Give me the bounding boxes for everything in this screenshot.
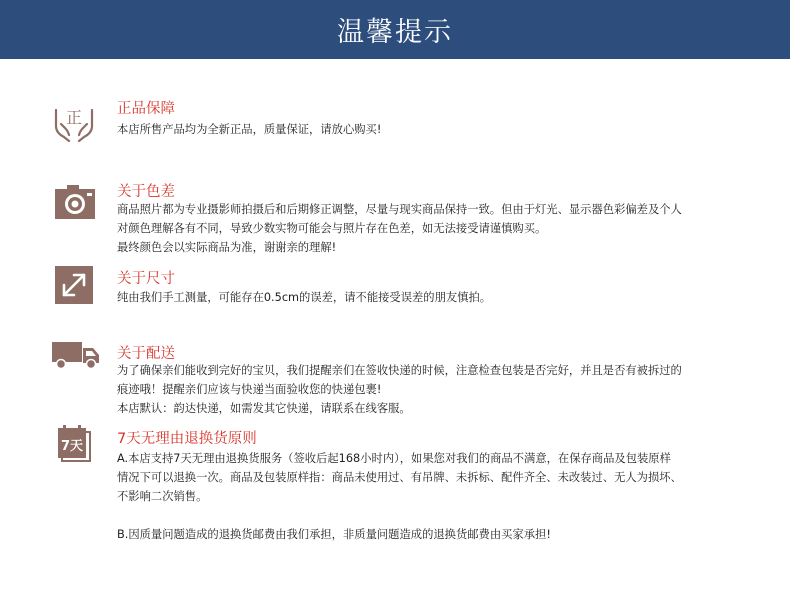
body-line: B.因质量问题造成的退换货邮费由我们承担，非质量问题造成的退换货邮费由买家承担! xyxy=(117,528,551,541)
body-line: 情况下可以退换一次。商品及包装原样指：商品未使用过、有吊牌、未拆标、配件齐全、未改装过、无人为损坏、 xyxy=(117,471,682,484)
body-line: 不影响二次销售。 xyxy=(117,490,208,503)
body-line: 本店所售产品均为全新正品，质量保证，请放心购买! xyxy=(117,123,382,136)
body-line: 痕迹哦！提醒亲们应该与快递当面验收您的快递包裹! xyxy=(117,383,382,396)
paragraph-gap xyxy=(117,506,747,525)
banner-title: 温馨提示 xyxy=(337,17,453,48)
section-body xyxy=(117,120,747,139)
body-line: A.本店支持7天无理由退换货服务（签收后起168小时内），如果您对我们的商品不满意，在保存商品及包装原样 xyxy=(117,452,671,465)
section-title: 关于尺寸 xyxy=(117,271,175,287)
svg-text:正: 正 xyxy=(65,108,83,127)
camera-icon xyxy=(54,184,96,220)
delivery-truck-icon xyxy=(52,340,100,370)
section-title: 关于配送 xyxy=(117,346,175,362)
section-title: 正品保障 xyxy=(117,101,175,117)
section-title: 7天无理由退换货原则 xyxy=(117,431,257,447)
body-line: 对颜色理解各有不同，导致少数实物可能会与照片存在色差，如无法接受请谨慎购买。 xyxy=(117,222,547,235)
header-banner xyxy=(0,0,790,59)
body-line: 最终颜色会以实际商品为准，谢谢亲的理解! xyxy=(117,241,337,254)
svg-text:7天: 7天 xyxy=(60,439,84,454)
section-body xyxy=(117,200,747,257)
section-body xyxy=(117,361,747,418)
body-line: 商品照片都为专业摄影师拍摄后和后期修正调整，尽量与现实商品保持一致。但由于灯光、显示器色彩偏差及个人 xyxy=(117,203,682,216)
section-body xyxy=(117,449,747,544)
section-body xyxy=(117,288,747,307)
section-title: 关于色差 xyxy=(117,184,175,200)
body-line: 本店默认：韵达快递，如需发其它快递，请联系在线客服。 xyxy=(117,402,411,415)
body-line: 为了确保亲们能收到完好的宝贝，我们提醒亲们在签收快递的时候，注意检查包装是否完好，并且是否有被拆过的 xyxy=(117,364,682,377)
resize-arrow-icon xyxy=(55,266,93,304)
genuine-hands-icon xyxy=(52,100,96,144)
seven-day-calendar-icon xyxy=(56,424,92,462)
body-line: 纯由我们手工测量，可能存在0.5cm的误差，请不能接受误差的朋友慎拍。 xyxy=(117,291,492,304)
